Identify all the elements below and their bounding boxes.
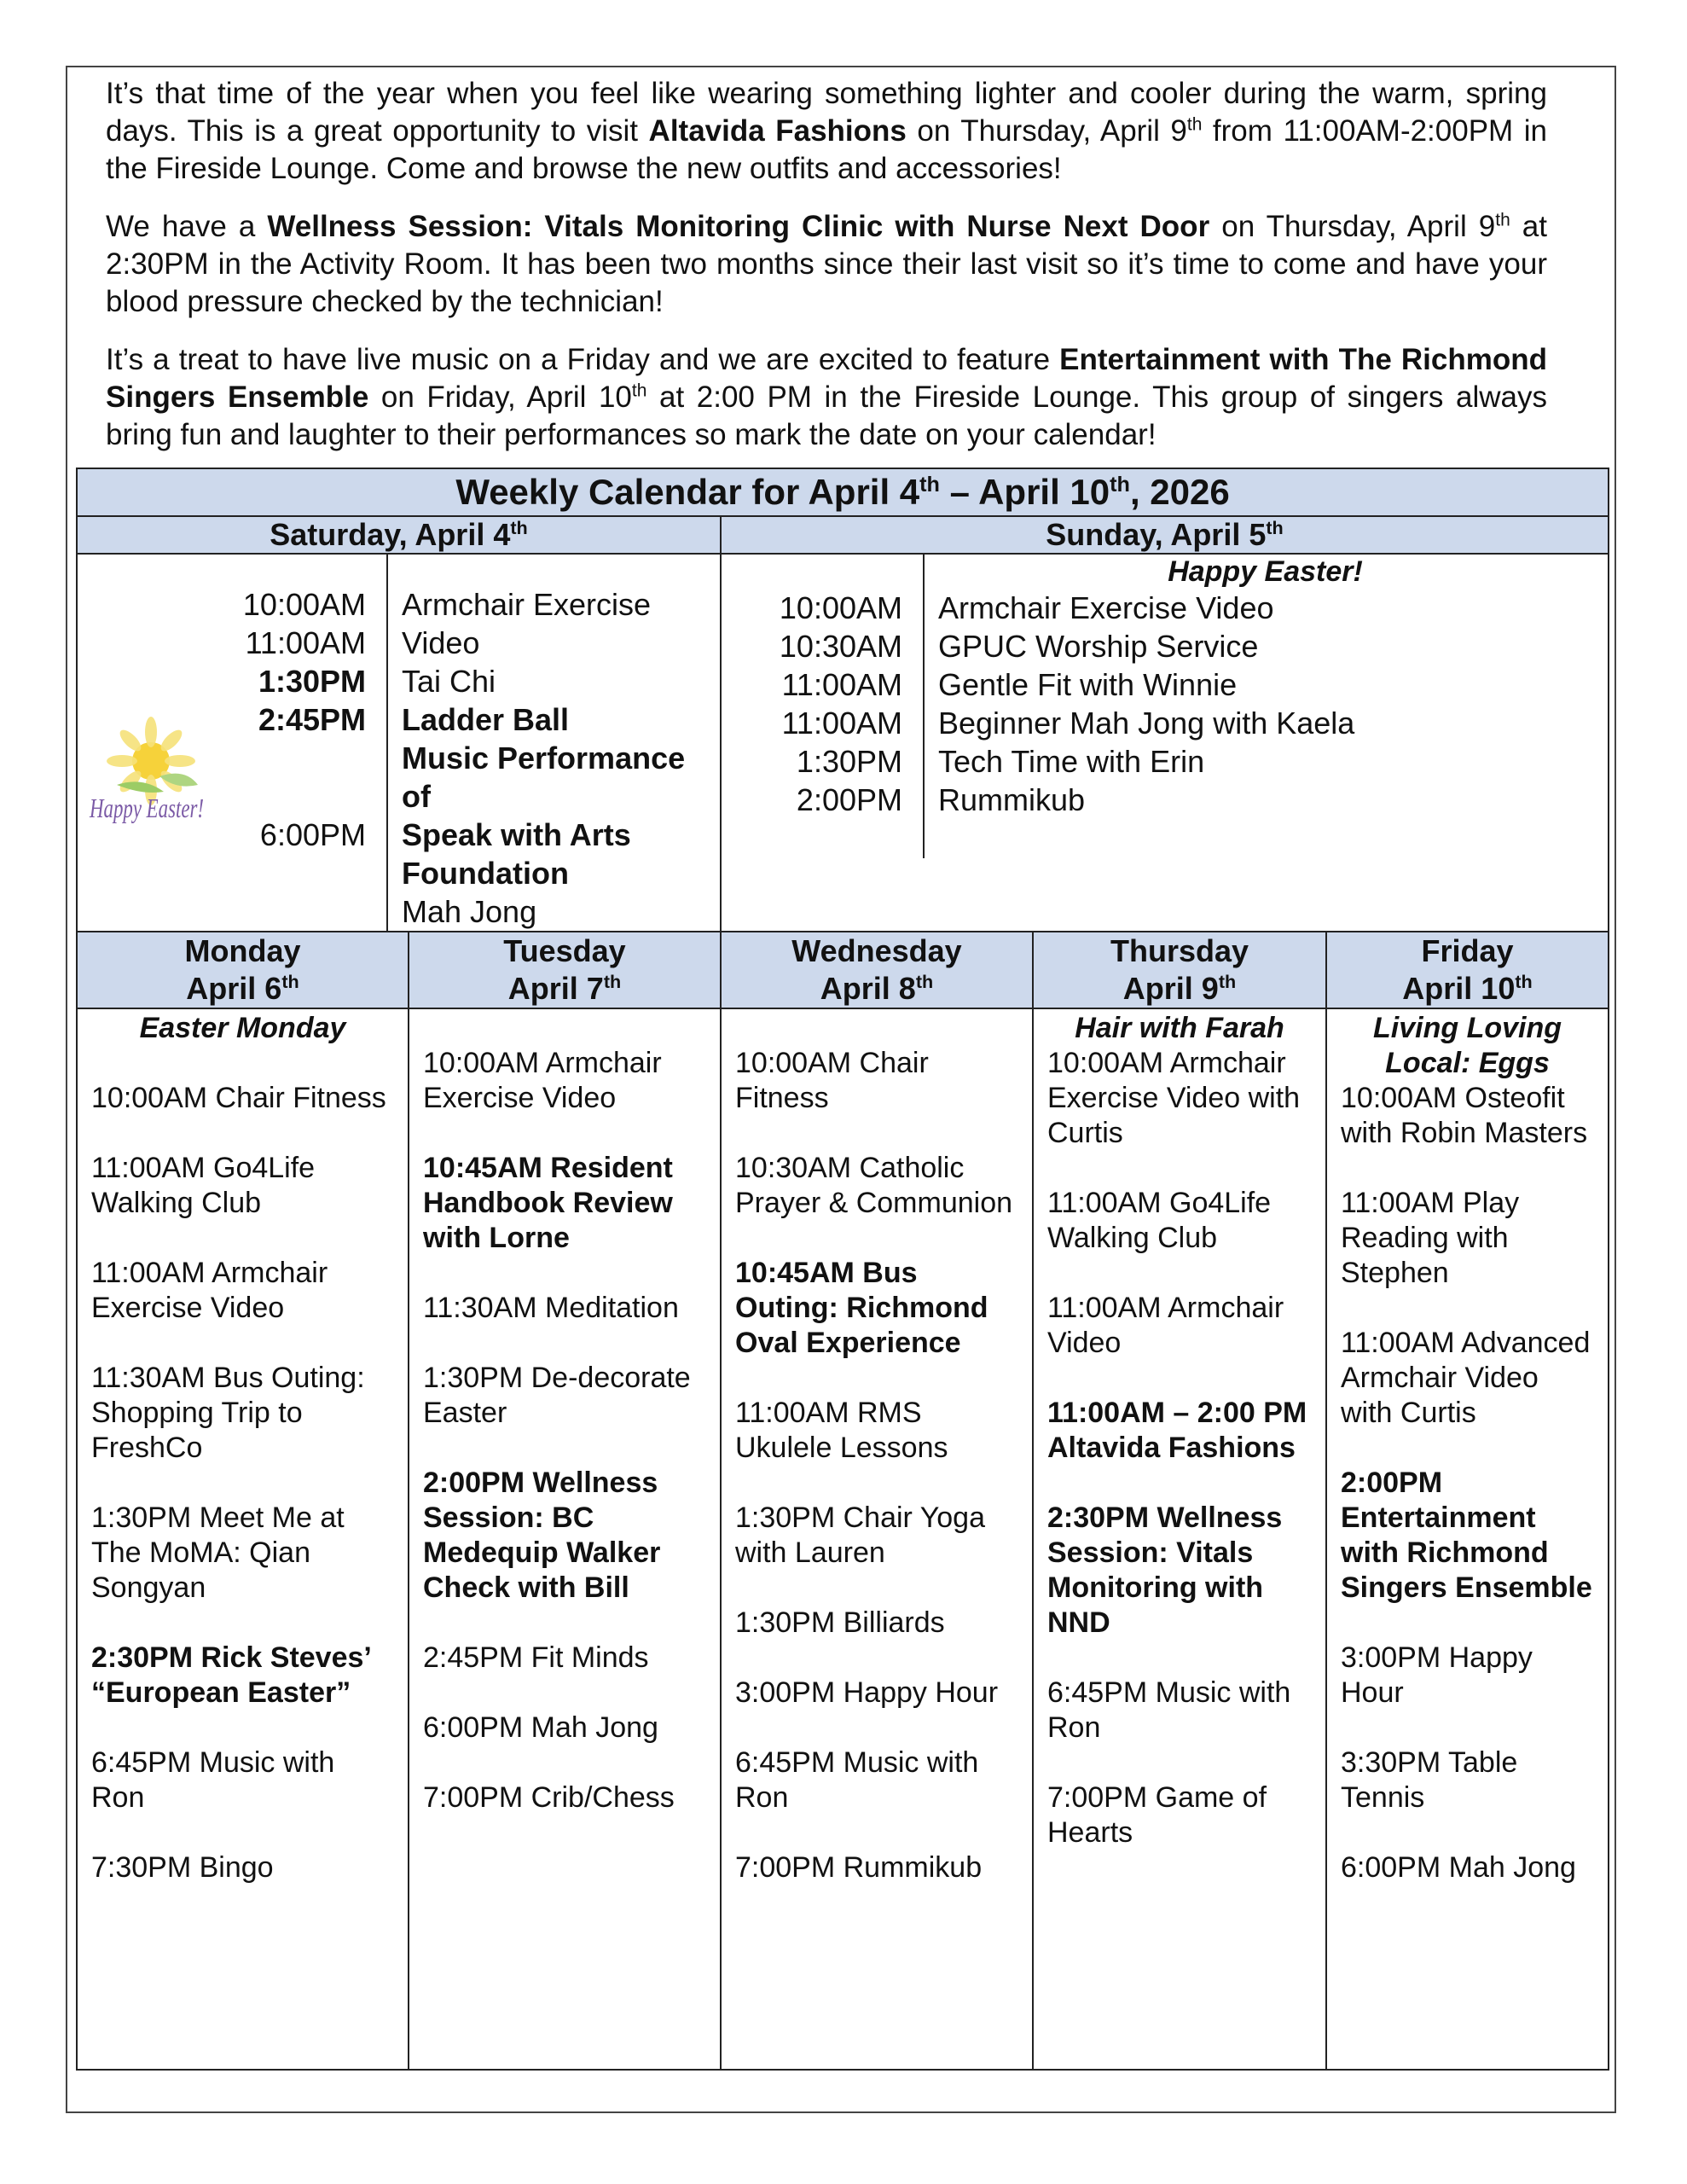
time-slot: 11:00AM: [245, 625, 366, 660]
time-slot: 2:45PM: [258, 702, 366, 737]
day-headline: [423, 1011, 706, 1046]
wednesday-header: Wednesday April 8th: [721, 932, 1033, 1008]
easter-flower-image: [83, 717, 211, 853]
time-slot: 1:30PM: [796, 744, 902, 779]
schedule-item: 10:45AM Bus Outing: Richmond Oval Experience: [735, 1257, 988, 1359]
schedule-item: 11:00AM Armchair Video: [1047, 1292, 1284, 1359]
day-headline: Living Loving Local: Eggs: [1373, 1012, 1562, 1079]
schedule-item: 10:00AM Armchair Exercise Video: [423, 1047, 662, 1114]
activity: Armchair Exercise Video: [402, 587, 652, 660]
activity: Gentle Fit with Winnie: [938, 667, 1238, 702]
tuesday-header: Tuesday April 7th: [409, 932, 721, 1008]
activity: Tech Time with Erin: [938, 744, 1205, 779]
schedule-item: 11:00AM Advanced Armchair Video with Curtis: [1341, 1327, 1591, 1429]
activity: Mah Jong: [402, 894, 537, 929]
schedule-item: 10:30AM Catholic Prayer & Communion: [735, 1152, 1013, 1219]
saturday-activities: [386, 555, 720, 931]
sunday-header: Sunday, April 5th: [721, 516, 1609, 554]
schedule-item: 6:45PM Music with Ron: [735, 1746, 979, 1814]
thursday-header: Thursday April 9th: [1033, 932, 1326, 1008]
activity: Music Performance of: [402, 741, 686, 814]
schedule-item: 10:00AM Chair Fitness: [91, 1082, 386, 1114]
schedule-item: 7:00PM Rummikub: [735, 1851, 983, 1884]
activity: Foundation: [402, 856, 569, 891]
activity: Armchair Exercise Video: [938, 590, 1274, 625]
intro-paragraph-1: It’s that time of the year when you feel like wearing something lighter and cooler during the warm, spring days. This is a great opportunity to visit Altavida Fashions on Thursday, April 9th from 11:00AM-2:00PM in the Fireside Lounge. Come and browse the new outfits and accessories!: [106, 77, 1547, 185]
intro-text: [106, 75, 1547, 474]
tuesday-column: [409, 1008, 721, 2070]
schedule-item: 1:30PM Chair Yoga with Lauren: [735, 1502, 985, 1569]
schedule-item: 2:00PM Wellness Session: BC Medequip Walker Check with Bill: [423, 1467, 661, 1604]
monday-header: Monday April 6th: [77, 932, 409, 1008]
day-headline: Easter Monday: [139, 1012, 346, 1044]
time-slot: 2:00PM: [796, 782, 902, 817]
intro-paragraph-3: It’s a treat to have live music on a Friday and we are excited to feature Entertainment with The Richmond Singers Ensemble on Friday, April 10th at 2:00 PM in the Fireside Lounge. This group of singers always bring fun and laughter to their performances so mark the date on your calendar!: [106, 343, 1547, 451]
schedule-item: 11:00AM RMS Ukulele Lessons: [735, 1397, 948, 1464]
time-slot: 6:00PM: [259, 817, 366, 852]
time-slot: 1:30PM: [258, 664, 366, 699]
day-headline: Hair with Farah: [1075, 1012, 1284, 1044]
thursday-column: [1033, 1008, 1326, 2070]
sunday-times: [722, 589, 923, 858]
time-slot: 10:00AM: [779, 590, 902, 625]
saturday-header: Saturday, April 4th: [77, 516, 721, 554]
monday-column: [77, 1008, 409, 2070]
schedule-item: 2:00PM Entertainment with Richmond Singers Ensemble: [1341, 1467, 1592, 1604]
schedule-item: 6:00PM Mah Jong: [423, 1711, 658, 1744]
schedule-item: 2:30PM Wellness Session: Vitals Monitoring with NND: [1047, 1502, 1283, 1639]
schedule-item: 11:00AM – 2:00 PM Altavida Fashions: [1047, 1397, 1307, 1464]
schedule-item: 2:30PM Rick Steves’ “European Easter”: [91, 1641, 370, 1709]
intro-paragraph-2: We have a Wellness Session: Vitals Monitoring Clinic with Nurse Next Door on Thursday, April 9th at 2:30PM in the Activity Room. It has been two months since their last visit so it’s time to come and have your blood pressure checked by the technician!: [106, 210, 1547, 318]
schedule-item: 10:00AM Chair Fitness: [735, 1047, 929, 1114]
schedule-item: 10:00AM Osteofit with Robin Masters: [1341, 1082, 1588, 1149]
schedule-item: 1:30PM De-decorate Easter: [423, 1362, 691, 1429]
time-slot: 11:00AM: [781, 667, 902, 702]
happy-easter-logo-text: Happy Easter!: [89, 793, 204, 823]
activity: Beginner Mah Jong with Kaela: [938, 706, 1355, 741]
schedule-item: 6:00PM Mah Jong: [1341, 1851, 1576, 1884]
sunday-note: Happy Easter!: [1168, 555, 1363, 588]
activity: Rummikub: [938, 782, 1086, 817]
schedule-item: 10:00AM Armchair Exercise Video with Curtis: [1047, 1047, 1301, 1149]
time-slot: 10:30AM: [779, 629, 902, 664]
sunday-activities: [923, 555, 1608, 858]
day-headline: [735, 1011, 1018, 1046]
activity: GPUC Worship Service: [938, 629, 1259, 664]
schedule-item: 3:00PM Happy Hour: [735, 1676, 999, 1709]
activity: Ladder Ball: [402, 702, 570, 737]
activity: Speak with Arts: [402, 817, 631, 852]
friday-column: [1326, 1008, 1609, 2070]
calendar-title: Weekly Calendar for April 4th – April 10th, 2026: [77, 468, 1609, 516]
schedule-item: 11:00AM Go4Life Walking Club: [1047, 1187, 1272, 1254]
wednesday-column: [721, 1008, 1033, 2070]
schedule-item: 11:30AM Bus Outing: Shopping Trip to FreshCo: [91, 1362, 365, 1464]
time-slot: 10:00AM: [242, 587, 366, 622]
weekly-calendar: [76, 468, 1609, 2071]
schedule-item: 3:30PM Table Tennis: [1341, 1746, 1518, 1814]
schedule-item: 2:45PM Fit Minds: [423, 1641, 649, 1674]
schedule-item: 1:30PM Meet Me at The MoMA: Qian Songyan: [91, 1502, 345, 1604]
schedule-item: 10:45AM Resident Handbook Review with Lorne: [423, 1152, 673, 1254]
schedule-item: 11:00AM Go4Life Walking Club: [91, 1152, 316, 1219]
sunday-schedule: [721, 554, 1609, 932]
time-slot: 11:00AM: [781, 706, 902, 741]
schedule-item: 6:45PM Music with Ron: [1047, 1676, 1291, 1744]
schedule-item: 7:30PM Bingo: [91, 1851, 274, 1884]
schedule-item: 6:45PM Music with Ron: [91, 1746, 335, 1814]
activity: Tai Chi: [402, 664, 496, 699]
schedule-item: 3:00PM Happy Hour: [1341, 1641, 1533, 1709]
saturday-schedule: [77, 554, 721, 932]
schedule-item: 1:30PM Billiards: [735, 1606, 945, 1639]
schedule-item: 7:00PM Crib/Chess: [423, 1781, 675, 1814]
friday-header: Friday April 10th: [1326, 932, 1609, 1008]
schedule-item: 11:00AM Armchair Exercise Video: [91, 1257, 328, 1324]
schedule-item: 7:00PM Game of Hearts: [1047, 1781, 1267, 1849]
schedule-item: 11:00AM Play Reading with Stephen: [1341, 1187, 1520, 1289]
schedule-item: 11:30AM Meditation: [423, 1292, 679, 1324]
